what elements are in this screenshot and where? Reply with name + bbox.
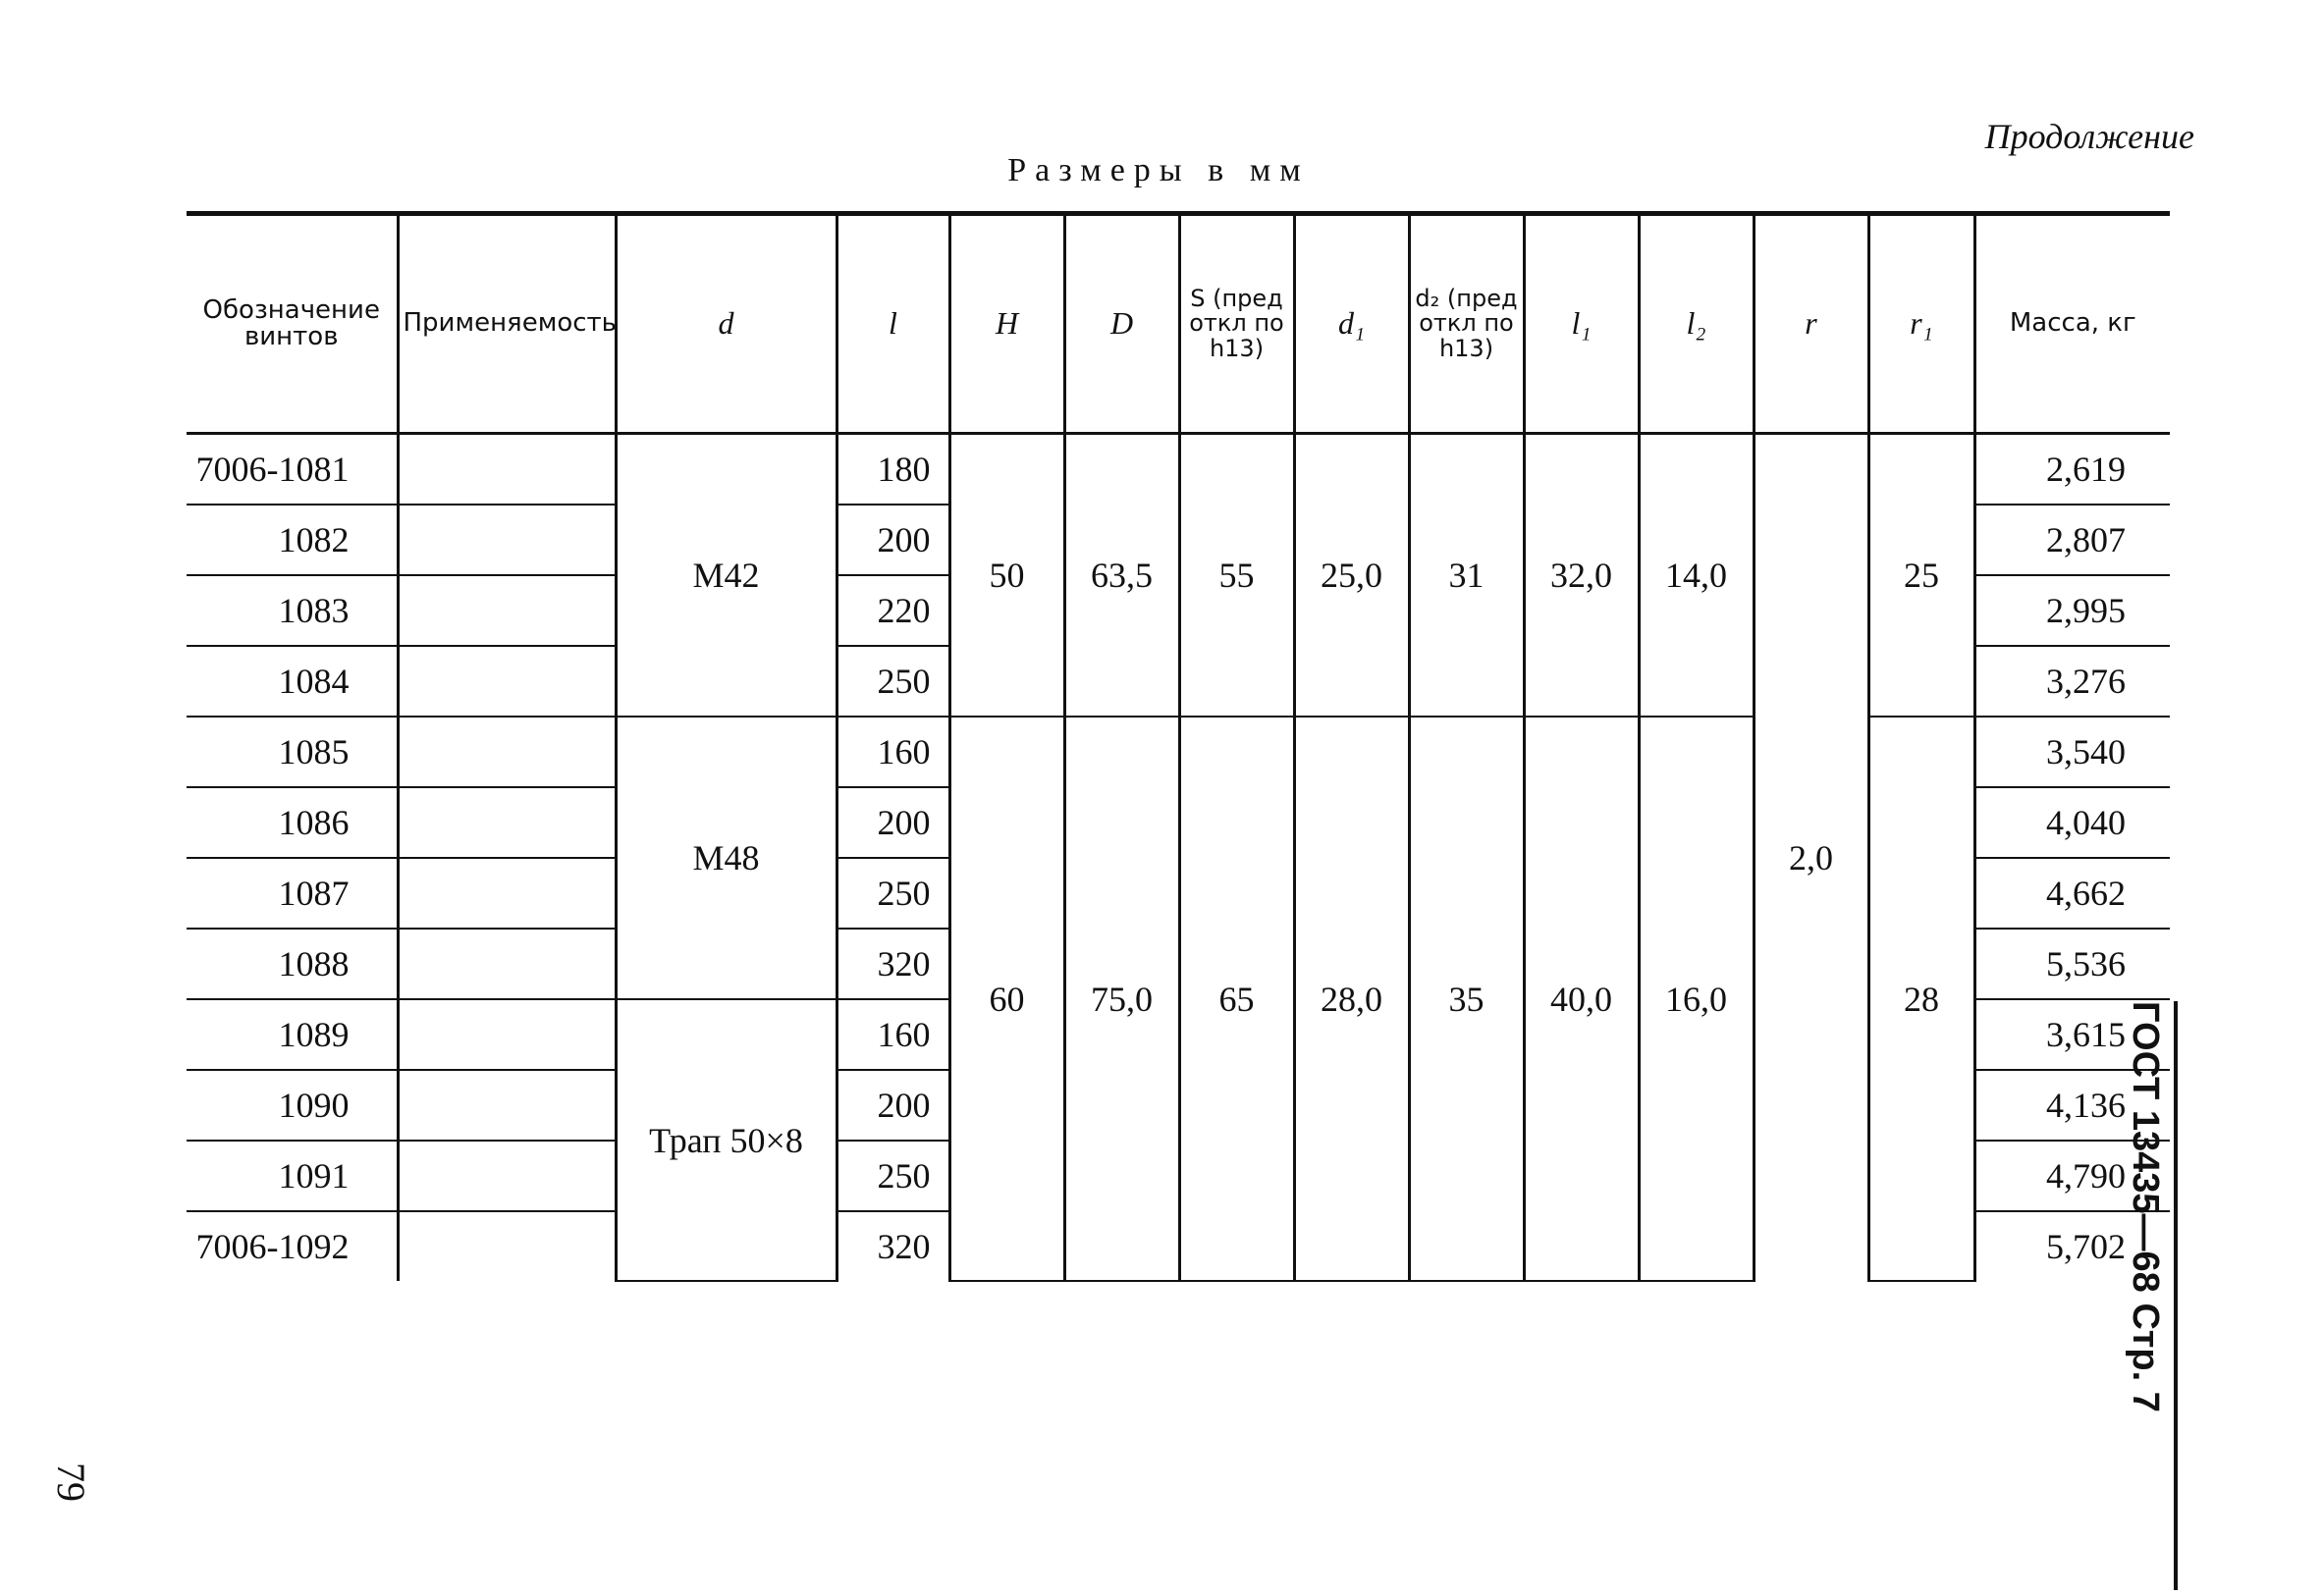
l-cell: 200 [837,787,949,858]
l1-cell: 40,0 [1524,717,1639,1281]
applicability-cell [398,1070,616,1141]
page-number: 79 [49,1463,93,1502]
designation-cell: 7006-1081 [187,434,398,505]
D-cell: 75,0 [1064,717,1179,1281]
header-r: r [1754,214,1868,434]
header-l2: l₂ [1639,214,1754,434]
d1-cell: 25,0 [1294,434,1409,718]
l-cell: 320 [837,1211,949,1281]
d2-cell: 31 [1409,434,1524,718]
mass-cell: 2,995 [1974,575,2170,646]
applicability-cell [398,646,616,717]
mass-cell: 4,662 [1974,858,2170,929]
header-designation: Обозначение винтов [187,214,398,434]
applicability-cell [398,717,616,787]
applicability-cell [398,787,616,858]
l-cell: 180 [837,434,949,505]
d-cell: М48 [616,717,837,999]
header-H: H [949,214,1064,434]
mass-cell: 2,619 [1974,434,2170,505]
r1-cell: 25 [1868,434,1974,718]
designation-cell: 1082 [187,505,398,575]
l1-cell: 32,0 [1524,434,1639,718]
mass-cell: 2,807 [1974,505,2170,575]
mass-cell: 3,540 [1974,717,2170,787]
header-mass: Масса, кг [1974,214,2170,434]
header-D: D [1064,214,1179,434]
header-S: S (пред откл по h13) [1179,214,1294,434]
H-cell: 60 [949,717,1064,1281]
l-cell: 200 [837,1070,949,1141]
units-title: Размеры в мм [1007,152,1310,188]
applicability-cell [398,505,616,575]
l-cell: 200 [837,505,949,575]
applicability-cell [398,929,616,999]
r1-cell: 28 [1868,717,1974,1281]
designation-cell: 1090 [187,1070,398,1141]
applicability-cell [398,434,616,505]
applicability-cell [398,575,616,646]
designation-cell: 1091 [187,1141,398,1211]
designation-cell: 1084 [187,646,398,717]
table-row [187,717,2170,787]
l-cell: 160 [837,999,949,1070]
l2-cell: 14,0 [1639,434,1754,718]
l-cell: 160 [837,717,949,787]
l-cell: 250 [837,1141,949,1211]
designation-cell: 7006-1092 [195,1227,350,1266]
designation-cell: 1085 [187,717,398,787]
designation-cell: 1083 [187,575,398,646]
S-cell: 65 [1179,717,1294,1281]
applicability-cell [398,999,616,1070]
applicability-cell [398,1211,616,1281]
l-cell: 320 [837,929,949,999]
header-l1: l₁ [1524,214,1639,434]
dimensions-table [187,211,2170,1282]
header-row [187,214,2170,434]
mass-cell: 3,615 [1974,999,2170,1070]
gost-side-mark: ГОСТ 13435—68 Стр. 7 [2124,1001,2178,1590]
header-d2: d₂ (пред откл по h13) [1409,214,1524,434]
mass-cell: 4,790 [1974,1141,2170,1211]
header-applicability: Применяемость [398,214,616,434]
l-cell: 250 [837,646,949,717]
d-cell: М42 [616,434,837,718]
designation-cell: 1089 [187,999,398,1070]
l-cell: 250 [837,858,949,929]
D-cell: 63,5 [1064,434,1179,718]
continuation-label: Продолжение [1984,117,2194,156]
H-cell: 50 [949,434,1064,718]
mass-cell: 4,040 [1974,787,2170,858]
r-cell: 2,0 [1754,434,1868,1282]
designation-cell: 1087 [187,858,398,929]
header-d: d [616,214,837,434]
l-cell: 220 [837,575,949,646]
table-row [187,434,2170,505]
d-cell: Трап 50×8 [616,999,837,1281]
mass-cell: 3,276 [1974,646,2170,717]
mass-cell: 4,136 [1974,1070,2170,1141]
designation-cell: 1088 [187,929,398,999]
mass-cell: 5,702 [1974,1211,2170,1281]
header-l: l [837,214,949,434]
applicability-cell [398,858,616,929]
designation-cell: 1086 [187,787,398,858]
header-d1: d₁ [1294,214,1409,434]
applicability-cell [398,1141,616,1211]
mass-cell: 5,536 [1974,929,2170,999]
S-cell: 55 [1179,434,1294,718]
d1-cell: 28,0 [1294,717,1409,1281]
l2-cell: 16,0 [1639,717,1754,1281]
header-r1: r₁ [1868,214,1974,434]
d2-cell: 35 [1409,717,1524,1281]
